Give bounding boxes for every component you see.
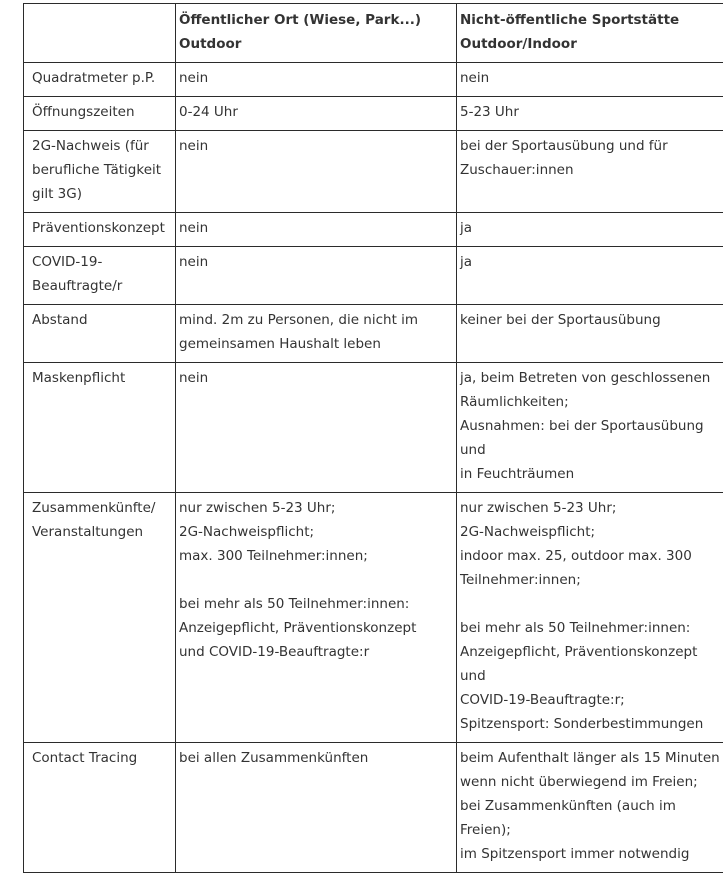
row-label-line: COVID-19- [32,250,174,274]
public-place-cell [176,97,457,131]
row-label-cell [24,97,176,131]
public-place-line: bei mehr als 50 Teilnehmer:innen: [179,592,455,616]
private-venue-line: Anzeigepflicht, Präventionskonzept und [460,640,722,688]
row-label-cell [24,305,176,363]
row-label-cell [24,213,176,247]
public-place-cell [176,63,457,97]
private-venue-line: 2G-Nachweispflicht; [460,520,722,544]
private-venue-cell [457,131,723,213]
table-row [24,247,723,305]
row-label-cell [24,63,176,97]
private-venue-cell [457,63,723,97]
private-venue-cell [457,213,723,247]
public-place-cell [176,363,457,493]
private-venue-cell [457,247,723,305]
public-place-line: bei allen Zusammenkünften [179,746,455,770]
public-place-cell [176,743,457,873]
row-label-line: Abstand [32,308,174,332]
row-label-line: Präventionskonzept [32,216,174,240]
public-place-line: und COVID-19-Beauftragte:r [179,640,455,664]
private-venue-line: 5-23 Uhr [460,100,722,124]
private-venue-line: nur zwischen 5-23 Uhr; [460,496,722,520]
row-label-cell [24,131,176,213]
row-label-line: Veranstaltungen [32,520,174,544]
public-place-cell [176,247,457,305]
row-label-cell [24,363,176,493]
private-venue-cell [457,363,723,493]
private-venue-line: keiner bei der Sportausübung [460,308,722,332]
table-row [24,305,723,363]
header-cell-private-sports-venue [457,4,723,63]
header-cell-public-place [176,4,457,63]
table-header-row [24,4,723,63]
private-venue-line: bei Zusammenkünften (auch im Freien); [460,794,722,842]
private-venue-line: ja, beim Betreten von geschlossenen [460,366,722,390]
header-text-line: Öffentlicher Ort (Wiese, Park...) [179,8,455,32]
private-venue-line: nein [460,66,722,90]
private-venue-line: wenn nicht überwiegend im Freien; [460,770,722,794]
private-venue-line: ja [460,216,722,240]
public-place-line: Anzeigepflicht, Präventionskonzept [179,616,455,640]
public-place-line: nein [179,66,455,90]
private-venue-line: COVID-19-Beauftragte:r; [460,688,722,712]
public-place-line: nein [179,366,455,390]
private-venue-line: im Spitzensport immer notwendig [460,842,722,866]
private-venue-cell [457,743,723,873]
table-row [24,213,723,247]
public-place-line: gemeinsamen Haushalt leben [179,332,455,356]
public-place-line: nein [179,134,455,158]
table-row [24,743,723,873]
public-place-line: nein [179,216,455,240]
header-text-line: Nicht-öffentliche Sportstätte [460,8,722,32]
private-venue-line: Teilnehmer:innen; [460,568,722,592]
row-label-line: gilt 3G) [32,182,174,206]
private-venue-line: bei mehr als 50 Teilnehmer:innen: [460,616,722,640]
row-label-line: Zusammenkünfte/ [32,496,174,520]
private-venue-cell [457,97,723,131]
header-cell-empty [24,4,176,63]
private-venue-cell [457,305,723,363]
public-place-cell [176,305,457,363]
table-body [24,4,723,873]
public-place-cell [176,213,457,247]
row-label-line: berufliche Tätigkeit [32,158,174,182]
table-row [24,63,723,97]
public-place-line: mind. 2m zu Personen, die nicht im [179,308,455,332]
private-venue-line: beim Aufenthalt länger als 15 Minuten [460,746,722,770]
row-label-line: 2G-Nachweis (für [32,134,174,158]
row-label-line: Maskenpflicht [32,366,174,390]
row-label-cell [24,743,176,873]
private-venue-line: bei der Sportausübung und für [460,134,722,158]
public-place-line: 2G-Nachweispflicht; [179,520,455,544]
public-place-line: nein [179,250,455,274]
row-label-line: Quadratmeter p.P. [32,66,174,90]
row-label-cell [24,493,176,743]
private-venue-line: Zuschauer:innen [460,158,722,182]
row-label-line: Contact Tracing [32,746,174,770]
row-label-cell [24,247,176,305]
public-place-line [179,568,455,592]
table-row [24,363,723,493]
private-venue-cell [457,493,723,743]
private-venue-line: Spitzensport: Sonderbestimmungen [460,712,722,736]
private-venue-line: in Feuchträumen [460,462,722,486]
header-text-line: Outdoor/Indoor [460,32,722,56]
private-venue-line: indoor max. 25, outdoor max. 300 [460,544,722,568]
table-row [24,97,723,131]
public-place-line: max. 300 Teilnehmer:innen; [179,544,455,568]
table-row [24,493,723,743]
row-label-line: Beauftragte/r [32,274,174,298]
row-label-line: Öffnungszeiten [32,100,174,124]
private-venue-line: Räumlichkeiten; [460,390,722,414]
public-place-line: 0-24 Uhr [179,100,455,124]
private-venue-line [460,592,722,616]
table-row [24,131,723,213]
private-venue-line: ja [460,250,722,274]
rules-comparison-table [23,3,723,873]
private-venue-line: Ausnahmen: bei der Sportausübung und [460,414,722,462]
public-place-cell [176,493,457,743]
public-place-line: nur zwischen 5-23 Uhr; [179,496,455,520]
public-place-cell [176,131,457,213]
header-text-line: Outdoor [179,32,455,56]
